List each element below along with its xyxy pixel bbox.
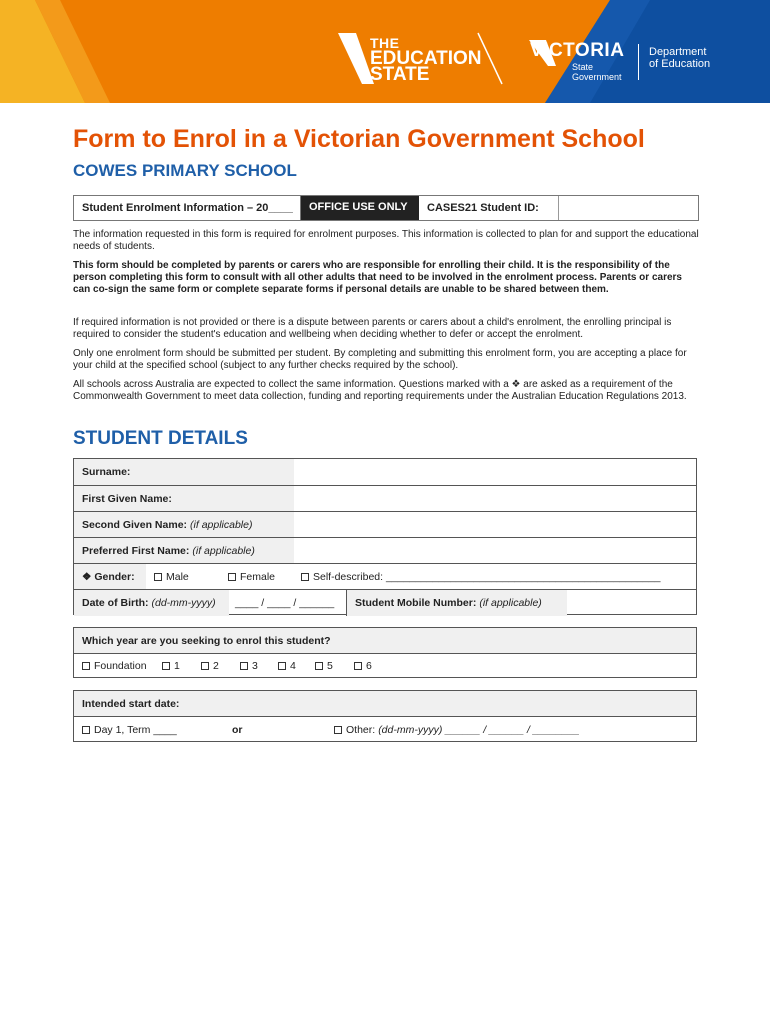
dob-input[interactable]: ____ / ____ / ______ — [235, 597, 335, 609]
self-described-label: Self-described: _______________________________________________ — [313, 570, 661, 583]
victoria-logo — [530, 40, 624, 82]
year-6-label: 6 — [366, 660, 372, 672]
year-level-options-row — [74, 654, 696, 678]
intro-paragraph-5: All schools across Australia are expected to collect the same information. Questions marked with a ❖ are asked as a requirement of the Commonwealth Government to meet data collection, funding and reporting requirements under the Australian Education Regulations 2013. — [73, 379, 687, 402]
year-5-checkbox[interactable] — [315, 662, 323, 670]
start-option-other[interactable] — [334, 717, 580, 742]
year-1-checkbox[interactable] — [162, 662, 170, 670]
surname-label — [74, 459, 294, 485]
gender-label — [74, 564, 146, 589]
year-option-4[interactable] — [278, 654, 296, 678]
year-4-label: 4 — [290, 660, 296, 672]
day1-checkbox[interactable] — [82, 726, 90, 734]
first-name-row — [74, 486, 696, 512]
surname-input[interactable] — [294, 459, 696, 485]
edu-logo-line-1: THE — [370, 35, 400, 51]
second-name-hint: (if applicable) — [190, 518, 253, 531]
logo-divider — [638, 44, 639, 80]
dob-label-text: Date of Birth: — [82, 597, 149, 609]
gender-option-female[interactable] — [228, 564, 275, 589]
dob-hint: (dd-mm-yyyy) — [151, 597, 216, 609]
dept-line-1: Department — [649, 46, 707, 58]
second-name-row — [74, 512, 696, 538]
year-2-label: 2 — [213, 660, 219, 672]
foundation-checkbox[interactable] — [82, 662, 90, 670]
start-date-table — [73, 690, 697, 742]
start-date-question-row — [74, 691, 696, 717]
gender-row — [74, 564, 696, 590]
intro-paragraph-4: Only one enrolment form should be submitted per student. By completing and submitting this enrolment form, you are accepting a place for your child at the specified school (subject to any further checks required by the school). — [73, 348, 687, 371]
year-option-1[interactable] — [162, 654, 180, 678]
vic-logo-title: VICTORIA — [530, 40, 625, 61]
second-name-input[interactable] — [294, 512, 696, 537]
page-title: Form to Enrol in a Victorian Government School — [73, 125, 645, 153]
first-name-label-text: First Given Name: — [82, 492, 172, 505]
self-described-checkbox[interactable] — [301, 573, 309, 581]
office-use-label: OFFICE USE ONLY — [301, 196, 419, 220]
preferred-name-hint: (if applicable) — [192, 544, 255, 557]
preferred-name-label-text: Preferred First Name: — [82, 544, 190, 557]
year-3-label: 3 — [252, 660, 258, 672]
mobile-label — [347, 590, 567, 616]
foundation-label: Foundation — [94, 660, 147, 672]
education-state-logo — [370, 35, 482, 83]
second-name-label-text: Second Given Name: — [82, 518, 188, 531]
intro-paragraph-1: The information requested in this form is required for enrolment purposes. This information is collected to plan for and support the educational needs of students. — [73, 229, 699, 252]
first-name-input[interactable] — [294, 486, 696, 511]
year-2-checkbox[interactable] — [201, 662, 209, 670]
preferred-name-row — [74, 538, 696, 564]
day1-label: Day 1, Term ____ — [94, 723, 177, 736]
gender-label-text: ❖ Gender: — [82, 570, 135, 583]
year-option-6[interactable] — [354, 654, 372, 678]
second-name-label — [74, 512, 294, 537]
start-date-question: Intended start date: — [74, 691, 696, 716]
year-option-foundation[interactable] — [82, 654, 147, 678]
student-details-heading: STUDENT DETAILS — [73, 428, 248, 449]
preferred-name-input[interactable] — [294, 538, 696, 563]
header-banner — [0, 0, 770, 103]
other-date-checkbox[interactable] — [334, 726, 342, 734]
gender-option-self-described[interactable] — [301, 564, 660, 589]
dept-line-2: of Education — [649, 58, 711, 70]
student-details-table — [73, 458, 697, 615]
other-date-hint: (dd-mm-yyyy) ______ / ______ / ________ — [378, 723, 580, 736]
year-6-checkbox[interactable] — [354, 662, 362, 670]
mobile-hint: (if applicable) — [479, 597, 542, 609]
first-name-label — [74, 486, 294, 511]
year-5-label: 5 — [327, 660, 333, 672]
vic-logo-sub-1: State — [572, 62, 594, 72]
preferred-name-label — [74, 538, 294, 563]
year-option-5[interactable] — [315, 654, 333, 678]
mobile-input[interactable] — [567, 590, 696, 616]
dob-label — [74, 590, 229, 616]
male-checkbox[interactable] — [154, 573, 162, 581]
male-label: Male — [166, 570, 189, 583]
year-level-question: Which year are you seeking to enrol this student? — [74, 628, 696, 653]
female-label: Female — [240, 570, 276, 583]
female-checkbox[interactable] — [228, 573, 236, 581]
enrolment-year-field[interactable]: Student Enrolment Information – 20____ — [74, 196, 301, 220]
surname-row — [74, 459, 696, 486]
year-3-checkbox[interactable] — [240, 662, 248, 670]
edu-logo-line-3: STATE — [370, 64, 430, 85]
vic-logo-sub-2: Government — [572, 72, 622, 82]
year-level-table — [73, 627, 697, 678]
edu-logo-line-2: EDUCATION — [370, 48, 482, 69]
year-4-checkbox[interactable] — [278, 662, 286, 670]
year-level-question-row — [74, 628, 696, 654]
year-1-label: 1 — [174, 660, 180, 672]
mobile-label-text: Student Mobile Number: — [355, 597, 477, 609]
start-or-label: or — [232, 723, 243, 736]
dob-row — [74, 590, 696, 616]
intro-paragraph-2: This form should be completed by parents or carers who are responsible for enrolling their child. It is the responsibility of the person completing this form to consult with all other adults that need to be involved in the enrolment process. Parents or carers can co-sign the same form or complete separate forms if personal details are unable to be shared between them. — [73, 260, 682, 295]
cases-id-input[interactable] — [559, 196, 698, 220]
year-option-3[interactable] — [240, 654, 258, 678]
department-label — [649, 46, 710, 70]
start-option-day1[interactable] — [82, 717, 177, 742]
cases-id-label: CASES21 Student ID: — [419, 196, 559, 220]
surname-label-text: Surname: — [82, 466, 131, 478]
enrolment-info-bar — [73, 195, 699, 221]
start-date-options-row — [74, 717, 696, 742]
other-date-label: Other: — [346, 723, 376, 736]
year-option-2[interactable] — [201, 654, 219, 678]
intro-paragraph-3: If required information is not provided or there is a dispute between parents or carers about a child's enrolment, the enrolling principal is required to consider the student's education and wellbeing when deciding whether to defer or accept the enrolment. — [73, 317, 672, 340]
gender-option-male[interactable] — [154, 564, 189, 589]
school-name: COWES PRIMARY SCHOOL — [73, 161, 297, 180]
